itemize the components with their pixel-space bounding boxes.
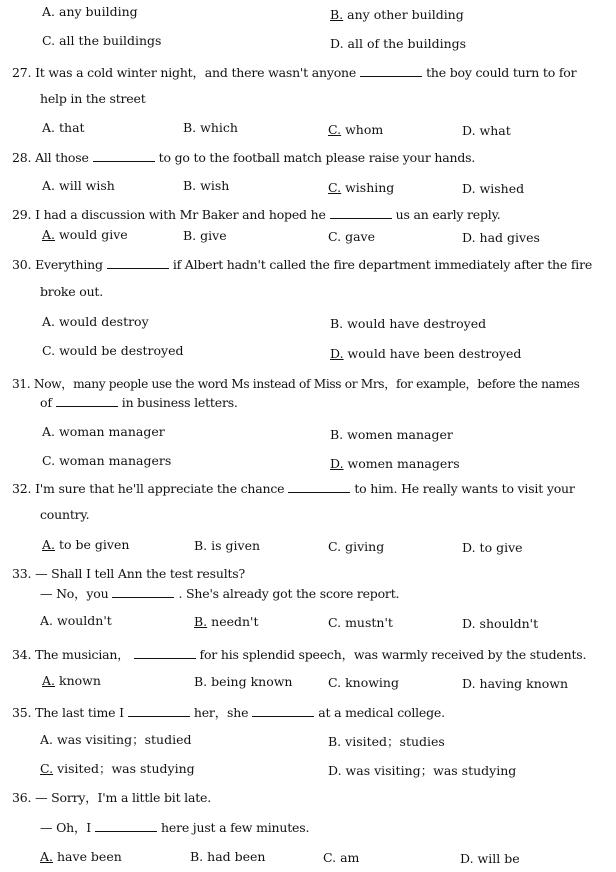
question-number: 34. [12, 647, 32, 662]
q30-option-d [330, 346, 521, 362]
q27-option-d [462, 123, 511, 139]
option-text: woman managers [59, 453, 172, 468]
option-letter-answer: C. [328, 180, 342, 195]
stem-text: The musician， [35, 647, 130, 662]
q26-option-a [42, 4, 138, 20]
option-letter: B. [190, 849, 204, 864]
q34-option-d [462, 676, 568, 692]
q35-option-c [40, 761, 195, 777]
option-text: had gives [479, 230, 540, 245]
option-text: wishing [345, 180, 395, 195]
q27-stem-line2: help in the street [40, 91, 146, 106]
q29-option-c [328, 229, 375, 245]
answer-blank [93, 150, 155, 162]
stem-text: I'm sure that he'll appreciate the chance [35, 481, 285, 496]
stem-text: for his splendid speech，was warmly received by the students. [199, 647, 587, 662]
stem-text: if Albert hadn't called the fire department immediately after the fire [172, 257, 593, 272]
option-letter: B. [330, 316, 344, 331]
q32-option-b [194, 538, 260, 554]
stem-text: Now，many people use the word Ms instead of Miss or Mrs，for example，before the names [33, 377, 580, 391]
option-text: have been [57, 849, 122, 864]
q29-option-a [42, 227, 128, 243]
option-text: visited；was studying [57, 761, 195, 776]
stem-text: All those [35, 150, 89, 165]
q26-option-d [330, 36, 466, 52]
q30-option-c [42, 343, 184, 359]
q35-stem [12, 705, 445, 721]
q33-option-d [462, 616, 538, 632]
option-letter: A. [42, 424, 56, 439]
option-text: that [59, 120, 85, 135]
q28-stem [12, 150, 475, 166]
answer-blank [128, 705, 190, 717]
option-letter: B. [194, 538, 208, 553]
q31-stem-line2 [40, 395, 238, 411]
stem-text: here just a few minutes. [161, 820, 310, 835]
q36-option-c [323, 850, 359, 866]
question-number: 32. [12, 481, 32, 496]
option-text: known [59, 673, 101, 688]
option-text: which [200, 120, 238, 135]
option-text: shouldn't [479, 616, 539, 631]
q36-option-b [190, 849, 265, 865]
q27-option-b [183, 120, 238, 136]
stem-text: us an early reply. [395, 207, 501, 222]
q28-option-b [183, 178, 229, 194]
option-letter: C. [42, 33, 56, 48]
q26-option-b [330, 7, 464, 23]
option-letter: D. [462, 230, 476, 245]
q33-stem-line2 [40, 586, 399, 602]
option-letter: A. [42, 314, 56, 329]
stem-text: in business letters. [121, 395, 238, 410]
q34-option-b [194, 674, 292, 690]
q30-option-b [330, 316, 486, 332]
option-letter-answer: C. [328, 122, 342, 137]
q35-option-b [328, 734, 445, 750]
option-letter-answer: B. [194, 614, 208, 629]
q28-option-c [328, 180, 394, 196]
option-text: having known [479, 676, 569, 691]
q33-stem-line1 [12, 566, 245, 582]
stem-text: to go to the football match please raise your hands. [158, 150, 476, 165]
q35-option-d [328, 763, 516, 779]
option-letter: C. [328, 675, 342, 690]
option-text: any other building [347, 7, 464, 22]
q36-option-d [460, 851, 520, 867]
option-letter-answer: A. [42, 537, 56, 552]
option-text: knowing [345, 675, 399, 690]
q35-option-a [40, 732, 191, 748]
option-text: would give [59, 227, 128, 242]
stem-text: of [40, 395, 52, 410]
q36-stem-line1 [12, 790, 211, 806]
answer-blank [288, 481, 350, 493]
question-number: 31. [12, 377, 31, 391]
q28-option-d [462, 181, 524, 197]
option-text: would destroy [59, 314, 149, 329]
stem-text: . She's already got the score report. [178, 586, 400, 601]
option-letter: D. [462, 616, 476, 631]
question-number: 27. [12, 65, 32, 80]
q34-option-c [328, 675, 399, 691]
q27-option-c [328, 122, 383, 138]
option-letter: C. [328, 539, 342, 554]
stem-text: — No，you [40, 586, 109, 601]
option-text: gave [345, 229, 375, 244]
q30-option-a [42, 314, 149, 330]
q32-option-c [328, 539, 384, 555]
question-number: 36. [12, 790, 32, 805]
stem-text: The last time I [35, 705, 124, 720]
option-letter-answer: A. [40, 849, 54, 864]
option-text: being known [211, 674, 293, 689]
option-letter: A. [40, 613, 54, 628]
option-letter: B. [183, 120, 197, 135]
q31-option-d [330, 456, 460, 472]
option-letter: A. [42, 120, 56, 135]
q31-option-c [42, 453, 171, 469]
option-text: giving [345, 539, 385, 554]
option-text: wished [479, 181, 525, 196]
q28-option-a [42, 178, 115, 194]
q33-option-b [194, 614, 259, 630]
option-text: to be given [59, 537, 130, 552]
q36-option-a [40, 849, 122, 865]
option-letter: D. [460, 851, 474, 866]
option-letter: D. [462, 540, 476, 555]
option-text: mustn't [345, 615, 393, 630]
q33-option-a [40, 613, 112, 629]
option-text: wouldn't [57, 613, 112, 628]
option-text: was visiting；was studying [345, 763, 517, 778]
answer-blank [107, 257, 169, 269]
option-text: any building [59, 4, 138, 19]
q30-stem-line1 [12, 257, 592, 273]
answer-blank [360, 65, 422, 77]
option-text: to give [479, 540, 523, 555]
q34-stem [12, 647, 586, 663]
q32-option-a [42, 537, 129, 553]
option-letter: B. [183, 228, 197, 243]
q32-stem-line2: country. [40, 507, 90, 522]
option-text: all of the buildings [347, 36, 467, 51]
option-text: all the buildings [59, 33, 162, 48]
option-letter: C. [42, 453, 56, 468]
option-text: was visiting；studied [57, 732, 192, 747]
option-letter-answer: A. [42, 673, 56, 688]
option-text: am [340, 850, 360, 865]
option-letter: B. [330, 427, 344, 442]
option-text: wish [200, 178, 230, 193]
option-letter-answer: B. [330, 7, 344, 22]
option-letter: D. [462, 676, 476, 691]
option-letter: D. [462, 181, 476, 196]
option-text: would be destroyed [59, 343, 184, 358]
q27-stem-line1 [12, 65, 576, 81]
option-text: will wish [59, 178, 115, 193]
option-letter: B. [328, 734, 342, 749]
option-text: women managers [347, 456, 460, 471]
stem-text: — Sorry，I'm a little bit late. [35, 790, 212, 805]
answer-blank [252, 705, 314, 717]
q29-option-d [462, 230, 540, 246]
question-number: 33. [12, 566, 32, 581]
stem-text: Everything [35, 257, 103, 272]
option-letter-answer: C. [40, 761, 54, 776]
stem-text: It was a cold winter night，and there wasn't anyone [35, 65, 357, 80]
option-text: visited；studies [345, 734, 445, 749]
option-text: give [200, 228, 227, 243]
option-letter: A. [42, 4, 56, 19]
answer-blank [134, 647, 196, 659]
q27-option-a [42, 120, 85, 136]
option-text: will be [477, 851, 520, 866]
option-text: women manager [347, 427, 453, 442]
option-text: whom [345, 122, 384, 137]
q26-option-c [42, 33, 161, 49]
stem-text: her，she [193, 705, 249, 720]
option-text: needn't [211, 614, 259, 629]
option-text: had been [207, 849, 266, 864]
option-letter-answer: D. [330, 456, 344, 471]
option-text: would have destroyed [347, 316, 487, 331]
q29-stem [12, 207, 501, 223]
answer-blank [330, 207, 392, 219]
option-letter-answer: D. [330, 346, 344, 361]
option-letter: C. [323, 850, 337, 865]
option-text: woman manager [59, 424, 165, 439]
option-text: is given [211, 538, 261, 553]
q29-option-b [183, 228, 227, 244]
option-letter: A. [42, 178, 56, 193]
question-number: 29. [12, 207, 32, 222]
q31-stem-line1 [12, 376, 580, 392]
q31-option-b [330, 427, 453, 443]
option-letter: C. [42, 343, 56, 358]
stem-text: — Oh，I [40, 820, 92, 835]
answer-blank [95, 820, 157, 832]
q31-option-a [42, 424, 165, 440]
option-letter: A. [40, 732, 54, 747]
option-letter: C. [328, 615, 342, 630]
answer-blank [56, 395, 118, 407]
stem-text: the boy could turn to for [426, 65, 577, 80]
q33-option-c [328, 615, 393, 631]
q30-stem-line2: broke out. [40, 284, 104, 299]
question-number: 30. [12, 257, 32, 272]
option-letter: B. [183, 178, 197, 193]
q32-option-d [462, 540, 523, 556]
q32-stem-line1 [12, 481, 575, 497]
answer-blank [112, 586, 174, 598]
option-letter: D. [330, 36, 344, 51]
option-letter: B. [194, 674, 208, 689]
option-letter: D. [462, 123, 476, 138]
question-number: 28. [12, 150, 32, 165]
option-letter: D. [328, 763, 342, 778]
option-letter-answer: A. [42, 227, 56, 242]
stem-text: — Shall I tell Ann the test results? [35, 566, 246, 581]
question-number: 35. [12, 705, 32, 720]
option-letter: C. [328, 229, 342, 244]
option-text: would have been destroyed [347, 346, 522, 361]
q34-option-a [42, 673, 101, 689]
q36-stem-line2 [40, 820, 309, 836]
stem-text: I had a discussion with Mr Baker and hoped he [35, 207, 326, 222]
option-text: what [479, 123, 511, 138]
stem-text: at a medical college. [318, 705, 445, 720]
stem-text: to him. He really wants to visit your [354, 481, 575, 496]
